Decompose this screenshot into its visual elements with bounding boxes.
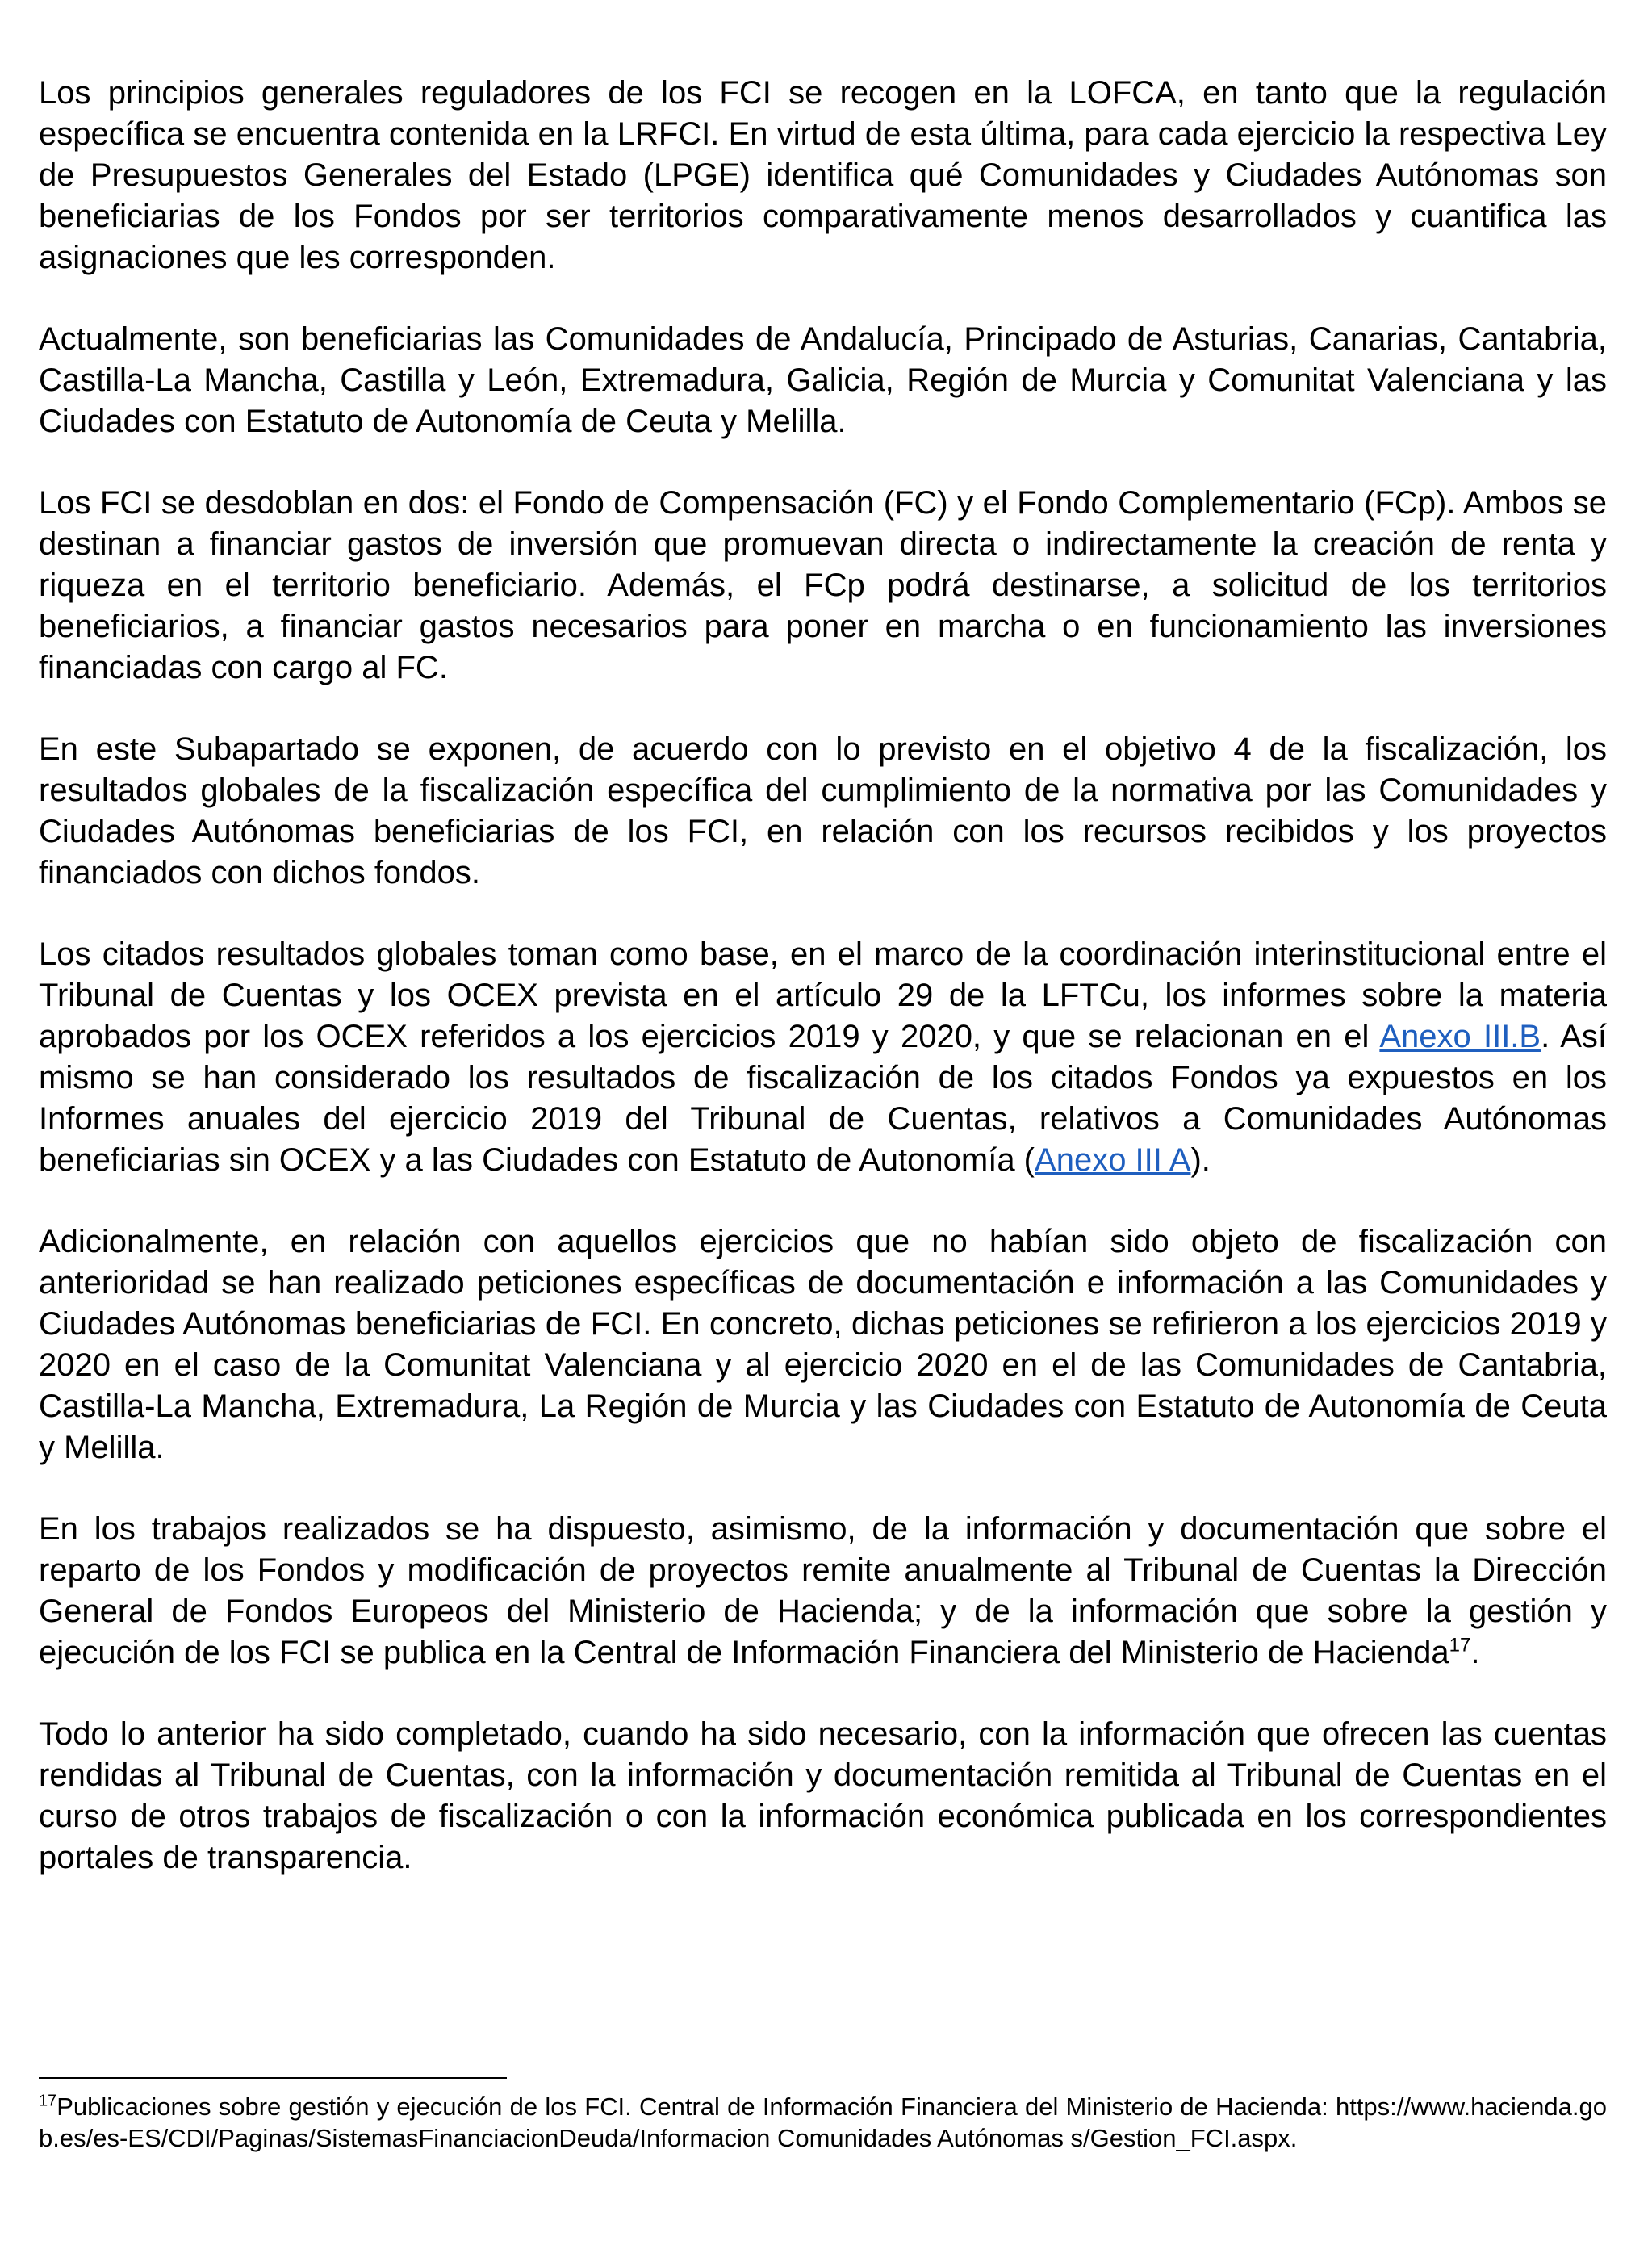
paragraph-7-end: . <box>1470 1635 1480 1670</box>
paragraph-3: Los FCI se desdoblan en dos: el Fondo de Compensación (FC) y el Fondo Complementario (FCp). Ambos se destinan a financiar gastos de inversión que promuevan directa o indirectamente la creación de renta y riqueza en el territorio beneficiario. Además, el FCp podrá destinarse, a solicitud de los territorios beneficiarios, a financiar gastos necesarios para poner en marcha o en funcionamiento las inversiones financiadas con cargo al FC. <box>39 485 1607 685</box>
footnote-number: 17 <box>39 2092 57 2110</box>
paragraph-2: Actualmente, son beneficiarias las Comunidades de Andalucía, Principado de Asturias, Canarias, Cantabria, Castilla-La Mancha, Castilla y León, Extremadura, Galicia, Región de Murcia y Comunitat Valenciana y las Ciudades con Estatuto de Autonomía de Ceuta y Melilla. <box>39 321 1607 439</box>
document-body <box>39 73 1607 1919</box>
footnote <box>39 2091 1607 2154</box>
paragraph-7-text: En los trabajos realizados se ha dispuesto, asimismo, de la información y documentación que sobre el reparto de los Fondos y modificación de proyectos remite anualmente al Tribunal de Cuentas la Dirección General de Fondos Europeos del Ministerio de Hacienda; y de la información que sobre la gestión y ejecución de los FCI se publica en la Central de Información Financiera del Ministerio de Hacienda <box>39 1511 1607 1670</box>
footnote-text: Publicaciones sobre gestión y ejecución de los FCI. Central de Información Financiera del Ministerio de Hacienda: <box>56 2092 1336 2121</box>
paragraph-7 <box>39 1509 1607 1673</box>
footnote-reference[interactable]: 17 <box>1449 1634 1471 1657</box>
footnote-divider <box>39 2077 507 2079</box>
anexo-iii-b-link[interactable]: Anexo III.B <box>1379 1019 1541 1054</box>
paragraph-1: Los principios generales reguladores de los FCI se recogen en la LOFCA, en tanto que la regulación específica se encuentra contenida en la LRFCI. En virtud de esta última, para cada ejercicio la respectiva Ley de Presupuestos Generales del Estado (LPGE) identifica qué Comunidades y Ciudades Autónomas son beneficiarias de los Fondos por ser territorios comparativamente menos desarrollados y cuantifica las asignaciones que les corresponden. <box>39 75 1607 275</box>
paragraph-5-text-a: Los citados resultados globales toman como base, en el marco de la coordinación interinstitucional entre el Tribunal de Cuentas y los OCEX prevista en el artículo 29 de la LFTCu, los informes sobre la materia aprobados por los OCEX referidos a los ejercicios 2019 y 2020, y que se relacionan en el <box>39 936 1607 1054</box>
anexo-iii-a-link[interactable]: Anexo III A <box>1035 1142 1191 1178</box>
footnote-url[interactable]: https://www.hacienda.gob.es/es-ES/CDI/Paginas/SistemasFinanciacionDeuda/Informacion Comunidades Autónomas s/Gestion_FCI.aspx. <box>39 2092 1607 2152</box>
paragraph-5-text-b: . Así mismo se han considerado los resultados de fiscalización de los citados Fondos ya expuestos en los Informes anuales del ejercicio 2019 del Tribunal de Cuentas, relativos a Comunidades Autónomas beneficiarias sin OCEX y a las Ciudades con Estatuto de Autonomía ( <box>39 1019 1607 1178</box>
paragraph-5-text-c: ). <box>1190 1142 1211 1178</box>
paragraph-4: En este Subapartado se exponen, de acuerdo con lo previsto en el objetivo 4 de la fiscalización, los resultados globales de la fiscalización específica del cumplimiento de la normativa por las Comunidades y Ciudades Autónomas beneficiarias de los FCI, en relación con los recursos recibidos y los proyectos financiados con dichos fondos. <box>39 731 1607 890</box>
paragraph-5 <box>39 934 1607 1181</box>
paragraph-8: Todo lo anterior ha sido completado, cuando ha sido necesario, con la información que ofrecen las cuentas rendidas al Tribunal de Cuentas, con la información y documentación remitida al Tribunal de Cuentas en el curso de otros trabajos de fiscalización o con la información económica publicada en los correspondientes portales de transparencia. <box>39 1716 1607 1875</box>
paragraph-6: Adicionalmente, en relación con aquellos ejercicios que no habían sido objeto de fiscalización con anterioridad se han realizado peticiones específicas de documentación e información a las Comunidades y Ciudades Autónomas beneficiarias de FCI. En concreto, dichas peticiones se refirieron a los ejercicios 2019 y 2020 en el caso de la Comunitat Valenciana y al ejercicio 2020 en el de las Comunidades de Cantabria, Castilla-La Mancha, Extremadura, La Región de Murcia y las Ciudades con Estatuto de Autonomía de Ceuta y Melilla. <box>39 1224 1607 1465</box>
